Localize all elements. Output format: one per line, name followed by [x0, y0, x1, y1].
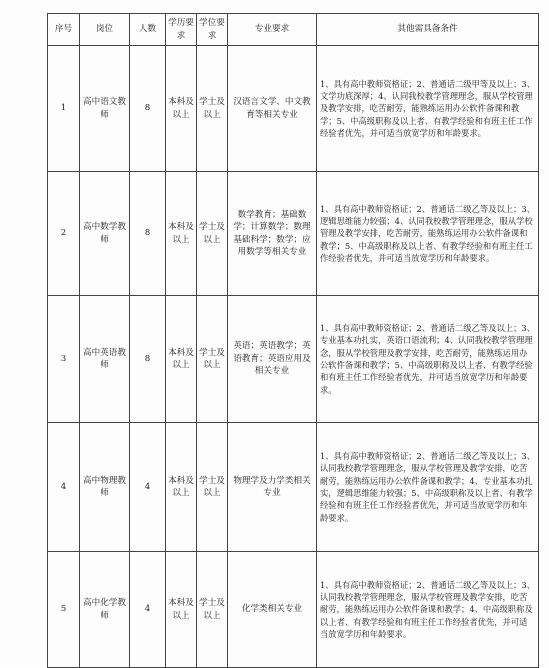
table-row: [48, 296, 539, 423]
degree-requirement: 学士及以上: [197, 552, 228, 668]
head-count: 4: [130, 552, 166, 668]
degree-requirement: 学士及以上: [197, 172, 228, 296]
major-requirement: 化学类相关专业: [228, 552, 317, 668]
education-requirement: 本科及以上: [166, 296, 197, 423]
post-name: 高中英语教师: [80, 296, 130, 423]
head-count: 8: [130, 296, 166, 423]
other-requirements: 1、具有高中教师资格证；2、普通话二级乙等及以上；3、认同我校教学管理理念，服从学校管理及教学安排，吃苦耐劳，能熟练运用办公软件备课和教学；4、专业基本功扎实，逻辑思维能力较强；5、中高级职称及以上者、有教学经验和有班主任工作经验者优先，并可适当放宽学历和年龄要求。: [317, 423, 539, 552]
education-requirement: 本科及以上: [166, 423, 197, 552]
other-requirements: 1、具有高中教师资格证；2、普通话二级乙等及以上；3、逻辑思维能力较强；4、认同我校教学管理理念，服从学校管理及教学安排，吃苦耐劳，能熟练运用办公软件备课和教学；5、中高级职称及以上者、有教学经验和有班主任工作经验者优先，并可适当放宽学历和年龄要求。: [317, 172, 539, 296]
header-no: 序号: [48, 14, 80, 46]
major-requirement: 英语；英语教学；英语教育；英语应用及相关专业: [228, 296, 317, 423]
education-requirement: 本科及以上: [166, 552, 197, 668]
header-degree: 学位要求: [197, 14, 228, 46]
header-count: 人数: [130, 14, 166, 46]
degree-requirement: 学士及以上: [197, 296, 228, 423]
table-row: [48, 552, 539, 668]
major-requirement: 数学教育；基础数学；计算数学；数理基础科学；数学；应用数学等相关专业: [228, 172, 317, 296]
header-row: [48, 14, 539, 46]
table-row: [48, 172, 539, 296]
header-education: 学历要求: [166, 14, 197, 46]
degree-requirement: 学士及以上: [197, 46, 228, 172]
row-number: 1: [48, 46, 80, 172]
degree-requirement: 学士及以上: [197, 423, 228, 552]
other-requirements: 1、具有高中教师资格证；2、普通话二级甲等及以上；3、文学功底深厚；4、认同我校教学管理理念，服从学校管理及教学安排，吃苦耐劳，能熟练运用办公软件备课和教学；5、中高级职称及以上者、有教学经验和有班主任工作经验者优先，并可适当放宽学历和年龄要求。: [317, 46, 539, 172]
other-requirements: 1、具有高中教师资格证；2、普通话二级乙等及以上；3、专业基本功扎实，英语口语流利；4、认同我校教学管理理念，服从学校管理及教学安排，吃苦耐劳，能熟练运用办公软件备课和教学；5、中高级职称及以上者、有教学经验和有班主任工作经验者优先，并可适当放宽学历和年龄要求。: [317, 296, 539, 423]
table-row: [48, 46, 539, 172]
education-requirement: 本科及以上: [166, 46, 197, 172]
post-name: 高中化学教师: [80, 552, 130, 668]
education-requirement: 本科及以上: [166, 172, 197, 296]
row-number: 2: [48, 172, 80, 296]
post-name: 高中物理教师: [80, 423, 130, 552]
header-post: 岗位: [80, 14, 130, 46]
head-count: 8: [130, 172, 166, 296]
row-number: 4: [48, 423, 80, 552]
recruitment-table: [47, 13, 539, 668]
other-requirements: 1、具有高中教师资格证；2、普通话二级乙等及以上；3、认同我校教学管理理念，服从学校管理及教学安排，吃苦耐劳，能熟练运用办公软件备课和教学；4、中高级职称及以上者、有教学经验和有班主任工作经验者优先，并可适当放宽学历和年龄要求。: [317, 552, 539, 668]
head-count: 4: [130, 423, 166, 552]
major-requirement: 汉语言文学、中文教育等相关专业: [228, 46, 317, 172]
header-requirements: 其他需具备条件: [317, 14, 539, 46]
header-major: 专业要求: [228, 14, 317, 46]
head-count: 8: [130, 46, 166, 172]
row-number: 5: [48, 552, 80, 668]
post-name: 高中语文教师: [80, 46, 130, 172]
row-number: 3: [48, 296, 80, 423]
post-name: 高中数学教师: [80, 172, 130, 296]
table-row: [48, 423, 539, 552]
major-requirement: 物理学及力学类相关专业: [228, 423, 317, 552]
